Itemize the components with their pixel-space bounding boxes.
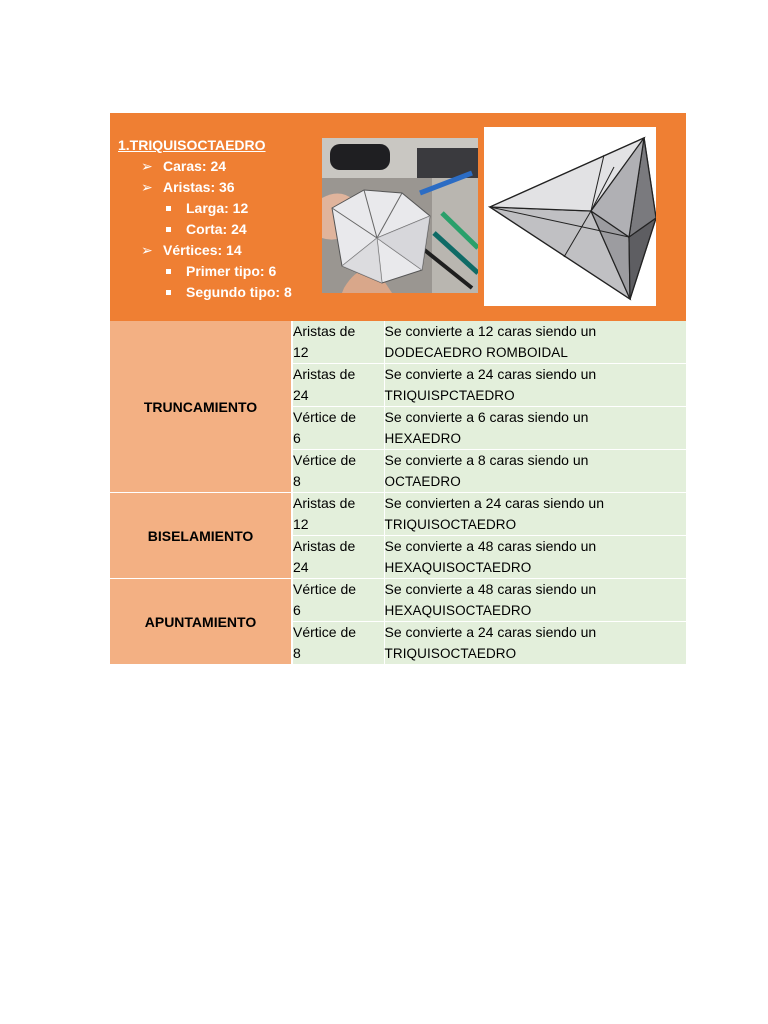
result-cell: Se convierte a 24 caras siendo un TRIQUISPCTAEDRO	[384, 364, 686, 407]
transformations-table	[110, 321, 686, 665]
result-cell: Se convierte a 48 caras siendo un HEXAQUISOCTAEDRO	[384, 536, 686, 579]
table-row	[110, 493, 686, 536]
header-panel	[110, 113, 686, 321]
edge-vertex-cell: Aristas de 12	[292, 493, 384, 536]
arrow-bullet-icon: ➢	[141, 242, 153, 258]
edge-vertex-cell: Vértice de 8	[292, 450, 384, 493]
arrow-bullet-icon: ➢	[141, 179, 153, 195]
edge-vertex-cell: Aristas de 24	[292, 536, 384, 579]
category-truncamiento: TRUNCAMIENTO	[110, 321, 292, 493]
result-cell: Se convierte a 6 caras siendo un HEXAEDRO	[384, 407, 686, 450]
square-bullet-icon	[166, 206, 171, 211]
arrow-bullet-icon: ➢	[141, 158, 153, 174]
square-bullet-icon	[166, 227, 171, 232]
result-cell: Se convierten a 24 caras siendo un TRIQUISOCTAEDRO	[384, 493, 686, 536]
property-aristas: ➢ Aristas: 36	[141, 179, 235, 195]
edge-vertex-cell: Aristas de 24	[292, 364, 384, 407]
shape-title: 1.TRIQUISOCTAEDRO	[118, 137, 266, 153]
square-bullet-icon	[166, 290, 171, 295]
edge-vertex-cell: Aristas de 12	[292, 321, 384, 364]
property-primer-tipo: Primer tipo: 6	[186, 263, 276, 279]
edge-vertex-cell: Vértice de 8	[292, 622, 384, 665]
result-cell: Se convierte a 24 caras siendo un TRIQUISOCTAEDRO	[384, 622, 686, 665]
property-larga: Larga: 12	[186, 200, 248, 216]
property-corta: Corta: 24	[186, 221, 247, 237]
result-cell: Se convierte a 12 caras siendo un DODECAEDRO ROMBOIDAL	[384, 321, 686, 364]
edge-vertex-cell: Vértice de 6	[292, 579, 384, 622]
property-segundo-tipo: Segundo tipo: 8	[186, 284, 292, 300]
paper-model-photo	[322, 138, 478, 293]
result-cell: Se convierte a 48 caras siendo un HEXAQUISOCTAEDRO	[384, 579, 686, 622]
result-cell: Se convierte a 8 caras siendo un OCTAEDRO	[384, 450, 686, 493]
square-bullet-icon	[166, 269, 171, 274]
property-vertices: ➢ Vértices: 14	[141, 242, 242, 258]
table-row	[110, 579, 686, 622]
edge-vertex-cell: Vértice de 6	[292, 407, 384, 450]
category-apuntamiento: APUNTAMIENTO	[110, 579, 292, 665]
triakis-octahedron-render	[484, 127, 656, 306]
table-row	[110, 321, 686, 364]
category-biselamiento: BISELAMIENTO	[110, 493, 292, 579]
property-caras: ➢ Caras: 24	[141, 158, 227, 174]
